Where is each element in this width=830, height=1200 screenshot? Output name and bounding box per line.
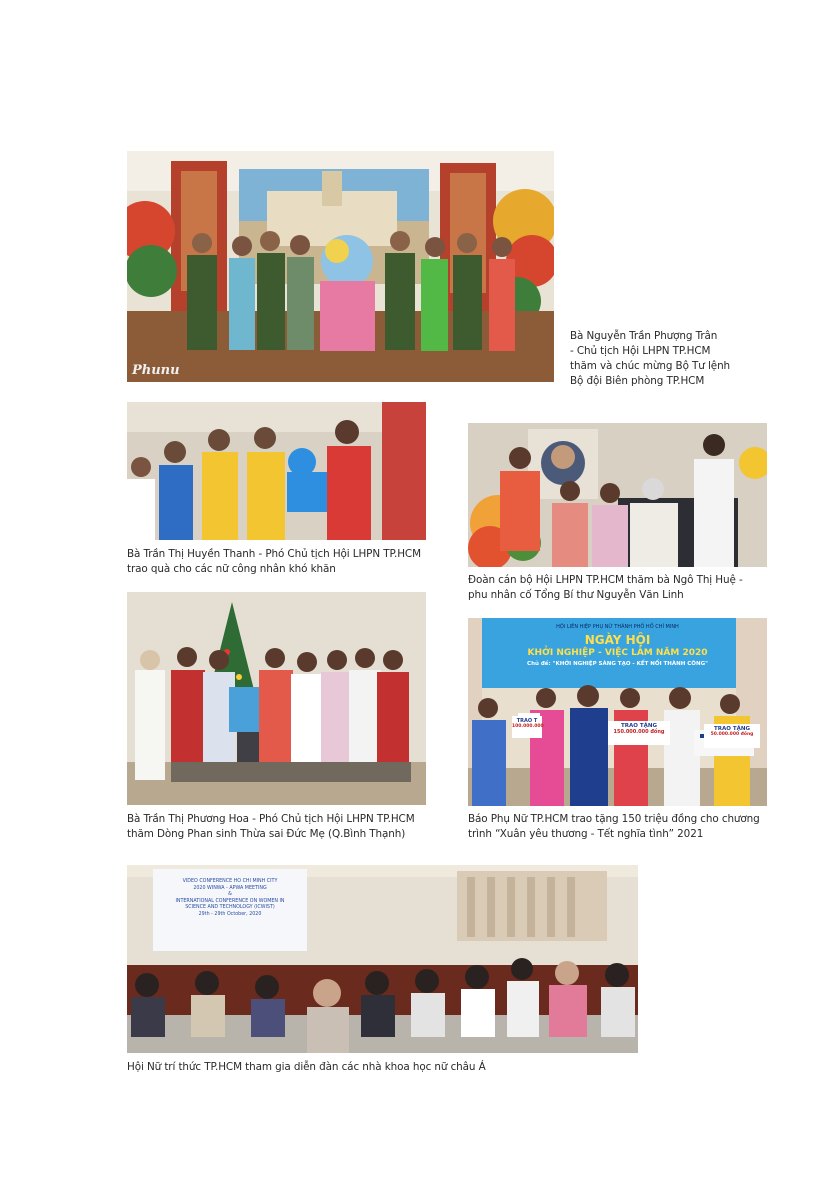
caption-line: thăm Dòng Phan sinh Thừa sai Đức Mẹ (Q.Bình Thạnh) — [127, 828, 406, 840]
board-title: TRAO T — [516, 718, 538, 724]
photo-bo-doi-bien-phong — [127, 151, 554, 382]
screen-line: SCIENCE AND TECHNOLOGY (ICWIST) — [185, 905, 275, 911]
screen-line: 29th - 29th October, 2020 — [198, 911, 262, 917]
caption-ngay-hoi-viec-lam — [468, 812, 760, 842]
board-title: TRAO TẶNG — [714, 726, 750, 732]
banner-theme: Chủ đề: "KHỞI NGHIỆP SÁNG TẠO - KẾT NỐI THÀNH CÔNG" — [527, 661, 708, 667]
watermark-text: Phunu — [132, 363, 180, 378]
screen-line: VIDEO CONFERENCE HO CHI MINH CITY — [182, 879, 278, 884]
caption-line: trao quà cho các nữ công nhân khó khăn — [127, 563, 336, 575]
banner-org: HỘI LIÊN HIỆP PHỤ NỮ THÀNH PHỐ HỒ CHÍ MINH — [556, 624, 679, 630]
caption-line: Hội Nữ trí thức TP.HCM tham gia diễn đàn các nhà khoa học nữ châu Á — [127, 1061, 486, 1073]
caption-line: Bà Nguyễn Trần Phượng Trân — [570, 330, 718, 342]
caption-hoi-nghi-truc-tuyen — [127, 1060, 486, 1075]
board-amount: 150.000.000 đồng — [613, 729, 665, 735]
caption-line: thăm và chúc mừng Bộ Tư lệnh — [570, 360, 731, 372]
caption-line: Báo Phụ Nữ TP.HCM trao tặng 150 triệu đồng cho chương — [468, 813, 760, 825]
event-banner — [468, 618, 767, 682]
caption-nu-cong-nhan — [127, 547, 421, 577]
donation-board-left — [512, 716, 542, 738]
screen-line: INTERNATIONAL CONFERENCE ON WOMEN IN — [175, 898, 285, 904]
caption-line: Bộ đội Biên phòng TP.HCM — [570, 375, 705, 387]
caption-line: phu nhân cố Tổng Bí thư Nguyễn Văn Linh — [468, 589, 684, 601]
banner-title-line2: KHỞI NGHIỆP - VIỆC LÀM NĂM 2020 — [527, 648, 708, 658]
caption-line: Bà Trần Thị Phương Hoa - Phó Chủ tịch Hội LHPN TP.HCM — [127, 813, 415, 825]
caption-bo-doi-bien-phong — [570, 329, 730, 389]
caption-line: Đoàn cán bộ Hội LHPN TP.HCM thăm bà Ngô Thị Huệ - — [468, 574, 743, 586]
caption-line: trình “Xuân yêu thương - Tết nghĩa tình” 2021 — [468, 828, 704, 840]
photo-ngay-hoi-viec-lam — [468, 618, 767, 806]
caption-dong-phan-sinh — [127, 812, 415, 842]
screen-line: & — [228, 892, 232, 898]
donation-board-right — [704, 724, 760, 748]
banner-title-line1: NGÀY HỘI — [584, 633, 651, 647]
donation-board-main — [608, 721, 670, 745]
conference-screen — [155, 871, 305, 949]
photo-dong-phan-sinh — [127, 592, 426, 805]
board-amount: 50.000.000 đồng — [710, 732, 754, 737]
board-title: TRAO TẶNG — [621, 723, 657, 729]
board-amount: 100.000.000 — [512, 724, 544, 729]
photo-ngo-thi-hue — [468, 423, 767, 567]
photo-hoi-nghi-truc-tuyen — [127, 865, 638, 1053]
screen-line: 2020 WINWA - APWA MEETING — [193, 885, 267, 891]
caption-line: - Chủ tịch Hội LHPN TP.HCM — [570, 345, 711, 357]
caption-ngo-thi-hue — [468, 573, 743, 603]
photo-nu-cong-nhan — [127, 402, 426, 540]
caption-line: Bà Trần Thị Huyền Thanh - Phó Chủ tịch Hội LHPN TP.HCM — [127, 548, 421, 560]
